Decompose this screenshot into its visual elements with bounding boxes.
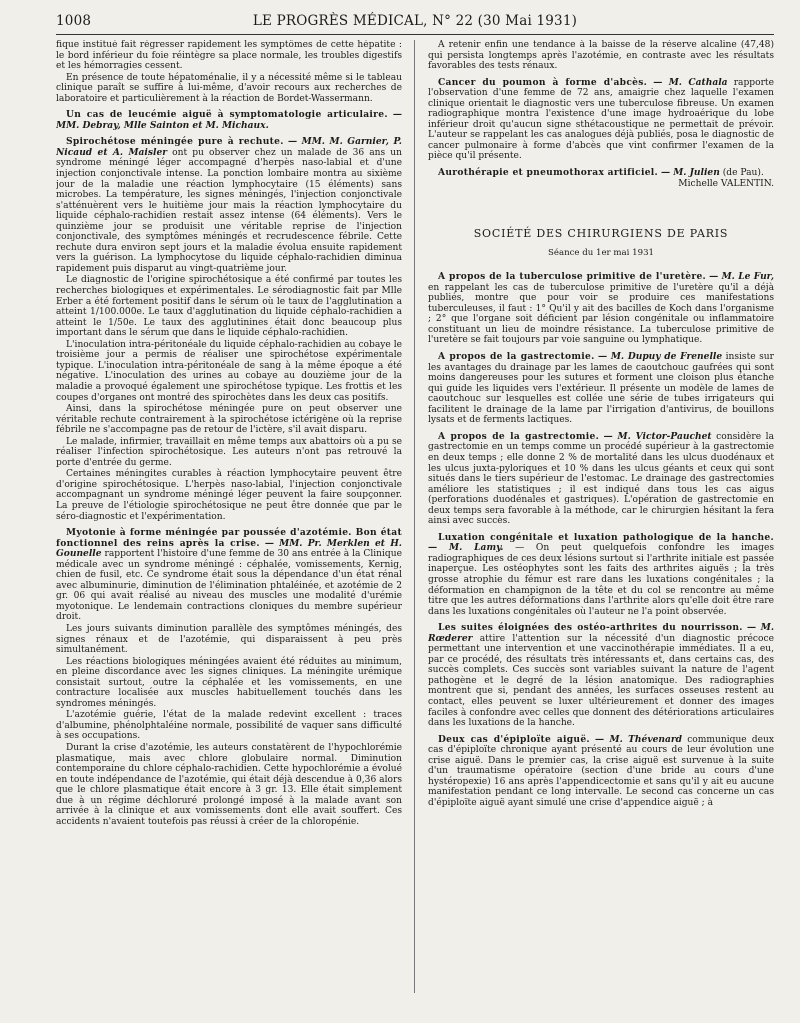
article-title: Luxation congénitale et luxation pathologique de la hanche. [438, 531, 774, 543]
article-title: Les suites éloignées des ostéo-arthrites du nourrisson. [438, 622, 743, 634]
article-text: considère la gastrectomie en un temps comme un procédé supérieur à la gastrectomie en deux temps ; elle donne 2 % de mortalité dans les ulcus duodénaux et les ulcus juxta-pyloriques et 10 % dans les ulcus géants et ceux qui sont situés dans le tiers supérieur de l'estomac. Le drainage des gastrectomies améliore les statistiques ; il est indiqué dans tous les cas aigus (perforations duodénales et gastriques). L'opération de gastrectomie en deux temps sera favorable à la méthode, car le chirurgien hésitant la fera ainsi avec succès. [428, 431, 774, 527]
header-rule [56, 34, 774, 35]
paragraph: Durant la crise d'azotémie, les auteurs constatèrent de l'hypochlorémie plasmatique, mais avec chlore globulaire normal. Diminution contemporaine du chlore céphalo-rachidien. Cette hypochlorémie a évolué en toute indépendance de l'azotémie, qui était déjà descendue à 0,36 alors que le chlore plasmatique était encore à 3 gr. 13. Elle était simplement due à un régime déchloruré prolongé imposé à la malade avant son arrivée à la clinique et aux vomissements dont elle avait souffert. Ces accidents n'avaient toutefois pas réussi à créer de la chloropénie. [56, 743, 402, 827]
paragraph: Certaines méningites curables à réaction lymphocytaire peuvent être d'origine spirochétosique. L'herpès naso-labial, l'injection conjonctivale accompagnant un syndrome méningé léger peuvent la faire soupçonner. La preuve de l'étiologie spirochétosique ne peut être donnée que par le séro-diagnostic et l'expérimentation. [56, 469, 402, 522]
article-authors: — M. Julien [660, 167, 720, 179]
article-authors: — M. Le Fur, [709, 271, 774, 283]
article-title: Aurothérapie et pneumothorax artificiel. [438, 167, 659, 179]
article-authors: — M. Rœderer [428, 622, 774, 644]
paragraph: Ainsi, dans la spirochétose méningée pure on peut observer une véritable rechute contrairement à la spirochétose ictérigène où la reprise fébrile ne s'accompagne pas de retour de l'ictère, s'il avait disparu. [56, 404, 402, 436]
article-text: rapporte l'observation d'une femme de 72 ans, amaigrie chez laquelle l'examen clinique orientait le diagnostic vers une tuberculose fibreuse. Un examen radiographique montra l'existence d'une image hydroaérique du lobe inférieur droit qu'aucun signe sthétacoustique ne permettait de prévoir. L'auteur se rappelant les cas analogues déjà publiés, posa le diagnostic de cancer pulmonaire à forme d'abcès que vint confirmer l'examen de la pièce qu'il présente. [428, 77, 774, 162]
article-title: Myotonie à forme méningée par poussée d'azotémie. Bon état fonctionnel des reins après la crise. [56, 527, 402, 549]
article-title: Un cas de leucémie aiguë à symptomatologie articulaire. [66, 109, 388, 121]
article-authors: — M. Cathala [653, 76, 728, 88]
paragraph: En présence de toute hépatoménalie, il y a nécessité même si le tableau clinique paraît se suffire à lui-même, d'avoir recours aux recherches de laboratoire et particulièrement à la réaction de Bordet-Wassermann. [56, 72, 402, 104]
article-text: en rappelant les cas de tuberculose primitive de l'uretère qu'il a déjà publiés, montre que pour voir se produire ces manifestations tuberculeuses, il faut : 1° Qu'il y ait des bacilles de Koch dans l'organisme ; 2° que l'organe soit déficient par lésion congénitale ou inflammatoire constituant un lieu de moindre résistance. La tuberculose primitive de l'uretère se fait toujours par voie sanguine ou lymphatique. [428, 282, 774, 346]
paragraph: L'inoculation intra-péritonéale du liquide céphalo-rachidien au cobaye le troisième jour a permis de réaliser une spirochétose expérimentale typique. L'inoculation intra-péritonéale de sang à la même époque a été négative. L'inoculation des urines au cobaye au douzième jour de la maladie a provoqué également une spirochétose typique. Les frottis et les coupes d'organes ont montré des spirochètes dans les deux cas positifs. [56, 339, 402, 403]
article-gastrectomie-2 [428, 432, 774, 527]
article-title: Deux cas d'épiploïte aiguë. [438, 733, 590, 745]
article-authors: — M. Thévenard [595, 733, 683, 745]
running-header [56, 10, 774, 32]
paragraph: Le diagnostic de l'origine spirochétosique a été confirmé par toutes les recherches biologiques et expérimentales. Le sérodiagnostic fait par Mlle Erber a été fortement positif dans le sérum où le taux de l'agglutination a atteint 1/100.000e. Le taux d'agglutination du liquide céphalo-rachidien a atteint le 1/50e. Le taux des agglutinines était donc beaucoup plus important dans le sérum que dans le liquide céphalo-rachidien. [56, 275, 402, 339]
article-authors: — MM. Debray, Mlle Sainton et M. Michaux. [56, 109, 402, 131]
article-authors: — M. Dupuy de Frenelle [598, 351, 723, 363]
article-epiploite [428, 735, 774, 809]
article-myotonie [56, 528, 402, 623]
signature: Michelle VALENTIN. [678, 178, 774, 189]
article-text: rapportent l'histoire d'une femme de 30 ans entrée à la Clinique médicale avec un syndrome méningé : céphalée, vomissements, Kernig, chien de fusil, etc. Ce syndrome était sous la dépendance d'un état rénal avec albuminurie, diminution de l'élimination phtaléinée, et azotémie de 2 gr. 06 qui avait réalisé au niveau des muscles une modalité d'urémie myotonique. Le lendemain contractions cloniques du membre supérieur droit. [56, 549, 402, 623]
seance-date: Séance du 1er mai 1931 [547, 247, 655, 258]
paragraph: fique institué fait régresser rapidement les symptômes de cette hépatite : le bord inférieur du foie réintègre sa place normale, les troubles digestifs et les hémorragies cessent. [56, 40, 402, 72]
paragraph: L'azotémie guérie, l'état de la malade redevint excellent : traces d'albumine, phénolphtaléine normale, possibilité de vaquer sans difficulté à ses occupations. [56, 710, 402, 742]
article-title: Spirochétose méningée pure à rechute. [66, 136, 284, 148]
article-luxation [428, 533, 774, 617]
article-leucemie [56, 110, 402, 131]
article-gastrectomie-1 [428, 352, 774, 426]
journal-title: LE PROGRÈS MÉDICAL, N° 22 (30 Mai 1931) [252, 13, 578, 29]
article-text: attire l'attention sur la nécessité d'un diagnostic précoce permettant une intervention et une vaccinothérapie immédiates. Il a eu, par ce procédé, des résultats très intéressants et, dans certains cas, des succès complets. Ces succès sont variables suivant la nature de l'agent pathogène et le degré de la lésion anatomique. Des radiographies montrent que si, pendant des années, les surfaces osseuses restent au contact, elles peuvent se luxer ultérieurement et donner des images faciles à confondre avec celles que donnent des détériorations articulaires dans les luxations de la hanche. [428, 633, 774, 729]
article-authors: — MM. Pr. Merklen et H. Gounelle [56, 537, 402, 560]
paragraph: Les réactions biologiques méningées avaient été réduites au minimum, en pleine discordance avec les signes cliniques. La méningite urémique consistait surtout, outre la céphalée et les vomissements, en une contracture localisée aux muscles habituellement touchés dans les syndromes méningés. [56, 656, 402, 709]
paragraph: Le malade, infirmier, travaillait en même temps aux abattoirs où a pu se réaliser l'infection spirochétosique. Les auteurs n'ont pas retrouvé la porte d'entrée du germe. [56, 436, 402, 468]
article-text: — On peut quelquefois confondre les images radiographiques de ces deux lésions surtout si l'arthrite initiale est passée inaperçue. Les ostéophytes sont les faits des arthrites aiguës ; la très grosse atrophie du fémur est rare dans les luxations congénitales ; la déformation en champignon de la tête et du col se rencontre au même titre que les autres déformations dans l'arthrite alors qu'elle doit être rare dans les luxations congénitales où l'auteur ne l'a point observée. [428, 543, 774, 617]
page-number: 1008 [56, 13, 92, 29]
article-authors: — M. Lamy. [428, 542, 504, 554]
paragraph: Les jours suivants diminution parallèle des symptômes méningés, des signes rénaux et de l'azotémie, qui disparaissent à peu près simultanément. [56, 623, 402, 656]
article-authors: — M. Victor-Pauchet [603, 430, 712, 442]
article-aurotherapie [428, 168, 774, 179]
article-title: A propos de la gastrectomie. [438, 430, 600, 442]
society-heading: SOCIÉTÉ DES CHIRURGIENS DE PARIS [473, 227, 729, 241]
article-title: A propos de la gastrectomie. [438, 351, 595, 363]
article-cancer-poumon [428, 78, 774, 162]
right-column [428, 40, 774, 1003]
article-text: communique deux cas d'épiploïte chronique ayant présenté au cours de leur évolution une crise aiguë. Dans le premier cas, la crise aiguë est survenue à la suite d'un traumatisme opératoire (section d'une bride au cours d'une hystéropexie) 16 ans après l'appendicectomie et sans qu'il y ait eu aucune manifestation pendant ce long intervalle. Le second cas concerne un cas d'épiploïte aiguë ayant simulé une crise d'appendice aiguë ; à [428, 734, 774, 808]
article-text: ont pu observer chez un malade de 36 ans un syndrome méningé léger accompagné d'herpès naso-labial et d'une injection conjonctivale intense. La ponction lombaire montra au sixième jour de la maladie une réaction lymphocytaire (15 éléments) sans microbes. La température, les signes méningés, l'injection conjonctivale s'atténuèrent vers le huitième jour mais la réaction lymphocytaire du liquide céphalo-rachidien restait assez intense (64 éléments). Vers le quinzième jour se produisit une véritable reprise de l'injection conjonctivale, des symptômes méningés et recrudescence fébrile. Cette rechute dura environ sept jours et la maladie évolua ensuite rapidement vers la guérison. La lymphocytose du liquide céphalo-rachidien diminua rapidement puis disparut au vingt-quatrième jour. [56, 147, 402, 274]
article-title: A propos de la tuberculose primitive de l'uretère. [438, 271, 707, 283]
article-authors: — MM. M. Garnier, P. Nicaud et A. Maisler [56, 136, 402, 158]
column-divider [414, 40, 415, 993]
article-title: Cancer du poumon à forme d'abcès. [438, 76, 648, 88]
article-text: insiste sur les avantages du drainage par les lames de caoutchouc gaufrées qui sont moins dangereuses pour les sutures et forment une cloison plus étanche qui guide les liquides vers l'extérieur. Il présente un modèle de lames de caoutchouc sur lesquelles est collée une série de tubes irrigateurs qui facilitent le drainage de la lame par l'irrigation d'antivirus, de bouillons lysats et de ferments lactiques. [428, 352, 774, 426]
article-osteo-arthrites [428, 623, 774, 728]
article-spirochetose [56, 137, 402, 274]
article-tuberculose-uretere [428, 272, 774, 346]
left-column [56, 40, 402, 1003]
article-text: (de Pau). [722, 168, 764, 179]
paragraph: A retenir enfin une tendance à la baisse de la réserve alcaline (47,48) qui persista longtemps après l'azotémie, en contraste avec les résultats favorables des tests rénaux. [428, 40, 774, 72]
